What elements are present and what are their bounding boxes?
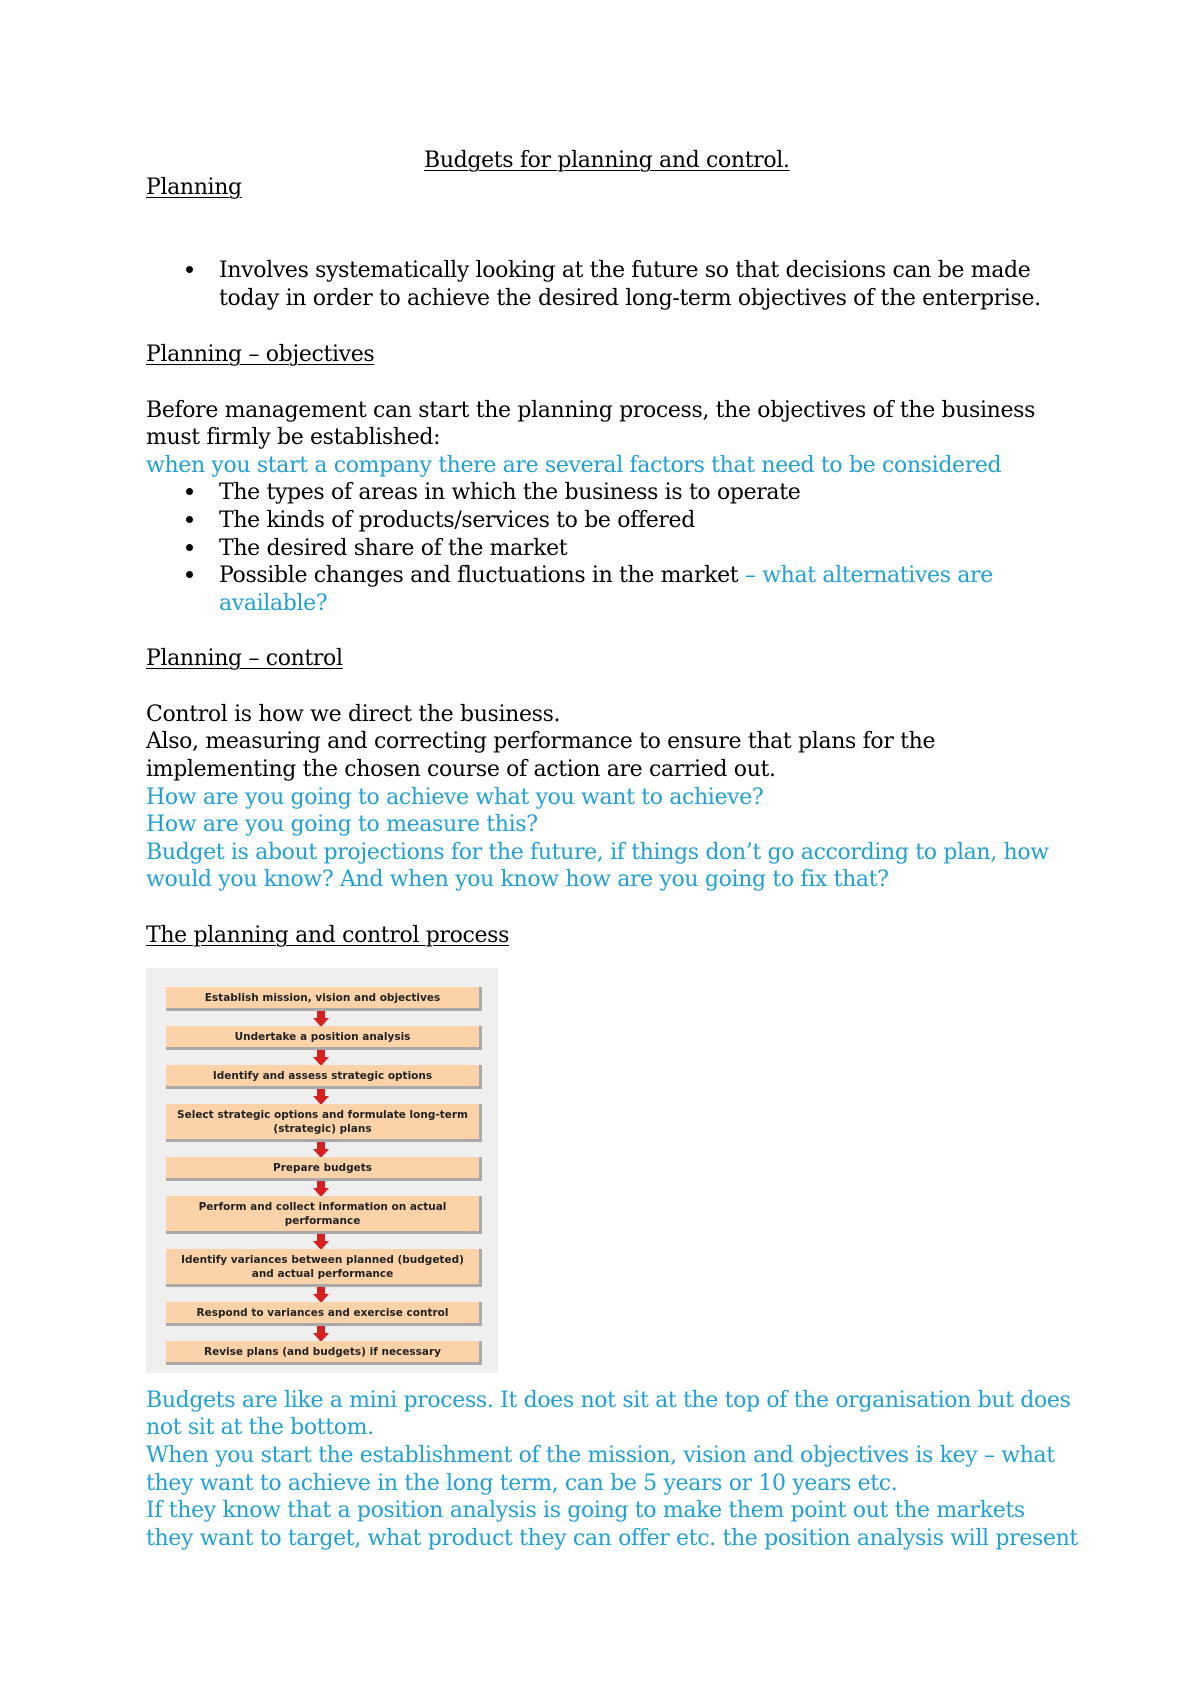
- control-note1: How are you going to achieve what you want to achieve?: [146, 785, 764, 810]
- planning-definition-line2: today in order to achieve the desired long-term objectives of the enterprise.: [219, 286, 1041, 311]
- down-arrow-icon: [313, 1050, 329, 1066]
- down-arrow-icon: [313, 1089, 329, 1105]
- control-line2: Also, measuring and correcting performance to ensure that plans for the: [146, 729, 936, 754]
- control-note2: How are you going to measure this?: [146, 812, 538, 837]
- bullet-icon: [186, 544, 193, 551]
- document-title: Budgets for planning and control.: [424, 148, 790, 173]
- planning-definition-line1: Involves systematically looking at the future so that decisions can be made: [219, 258, 1031, 283]
- objectives-intro-line2: must firmly be established:: [146, 425, 441, 450]
- process-step: Select strategic options and formulate long-term (strategic) plans: [166, 1104, 482, 1142]
- closing-line-2: not sit at the bottom.: [146, 1415, 374, 1440]
- closing-line-3: When you start the establishment of the mission, vision and objectives is key – what: [146, 1443, 1055, 1468]
- objectives-bullet-4-text: Possible changes and fluctuations in the market: [219, 563, 739, 588]
- objectives-bullet-3: The desired share of the market: [219, 536, 568, 561]
- process-step: Respond to variances and exercise control: [166, 1302, 482, 1326]
- control-line1: Control is how we direct the business.: [146, 702, 561, 727]
- process-step: Undertake a position analysis: [166, 1026, 482, 1050]
- bullet-icon: [186, 488, 193, 495]
- objectives-bullet-2: The kinds of products/services to be offered: [219, 508, 695, 533]
- objectives-intro-line1: Before management can start the planning process, the objectives of the business: [146, 398, 1036, 423]
- control-line3: implementing the chosen course of action are carried out.: [146, 757, 776, 782]
- process-step: Establish mission, vision and objectives: [166, 987, 482, 1011]
- objectives-bullet-4-note-cont: available?: [219, 591, 328, 616]
- bullet-icon: [186, 516, 193, 523]
- control-note4: would you know? And when you know how are you going to fix that?: [146, 867, 889, 892]
- bullet-icon: [186, 266, 193, 273]
- control-note3: Budget is about projections for the future, if things don’t go according to plan, how: [146, 840, 1049, 865]
- objectives-heading: Planning – objectives: [146, 342, 375, 367]
- objectives-bullet-1: The types of areas in which the business is to operate: [219, 480, 801, 505]
- process-flow-diagram: [146, 968, 498, 1373]
- closing-line-4: they want to achieve in the long term, can be 5 years or 10 years etc.: [146, 1471, 898, 1496]
- process-step: Identify and assess strategic options: [166, 1065, 482, 1089]
- bullet-icon: [186, 571, 193, 578]
- process-step: Perform and collect information on actual performance: [166, 1196, 482, 1234]
- objectives-note: when you start a company there are several factors that need to be considered: [146, 453, 1002, 478]
- closing-line-6: they want to target, what product they can offer etc. the position analysis will present: [146, 1526, 1078, 1551]
- down-arrow-icon: [313, 1234, 329, 1250]
- down-arrow-icon: [313, 1287, 329, 1303]
- objectives-bullet-4: [219, 562, 993, 590]
- planning-heading: Planning: [146, 175, 242, 200]
- process-step: Prepare budgets: [166, 1157, 482, 1181]
- closing-line-1: Budgets are like a mini process. It does not sit at the top of the organisation but does: [146, 1388, 1071, 1413]
- down-arrow-icon: [313, 1326, 329, 1342]
- down-arrow-icon: [313, 1181, 329, 1197]
- down-arrow-icon: [313, 1011, 329, 1027]
- objectives-bullet-4-note: – what alternatives are: [738, 563, 993, 588]
- closing-line-5: If they know that a position analysis is going to make them point out the markets: [146, 1498, 1025, 1523]
- process-step: Identify variances between planned (budgeted) and actual performance: [166, 1249, 482, 1287]
- process-step: Revise plans (and budgets) if necessary: [166, 1341, 482, 1365]
- down-arrow-icon: [313, 1142, 329, 1158]
- process-heading: The planning and control process: [146, 923, 510, 948]
- control-heading: Planning – control: [146, 646, 343, 671]
